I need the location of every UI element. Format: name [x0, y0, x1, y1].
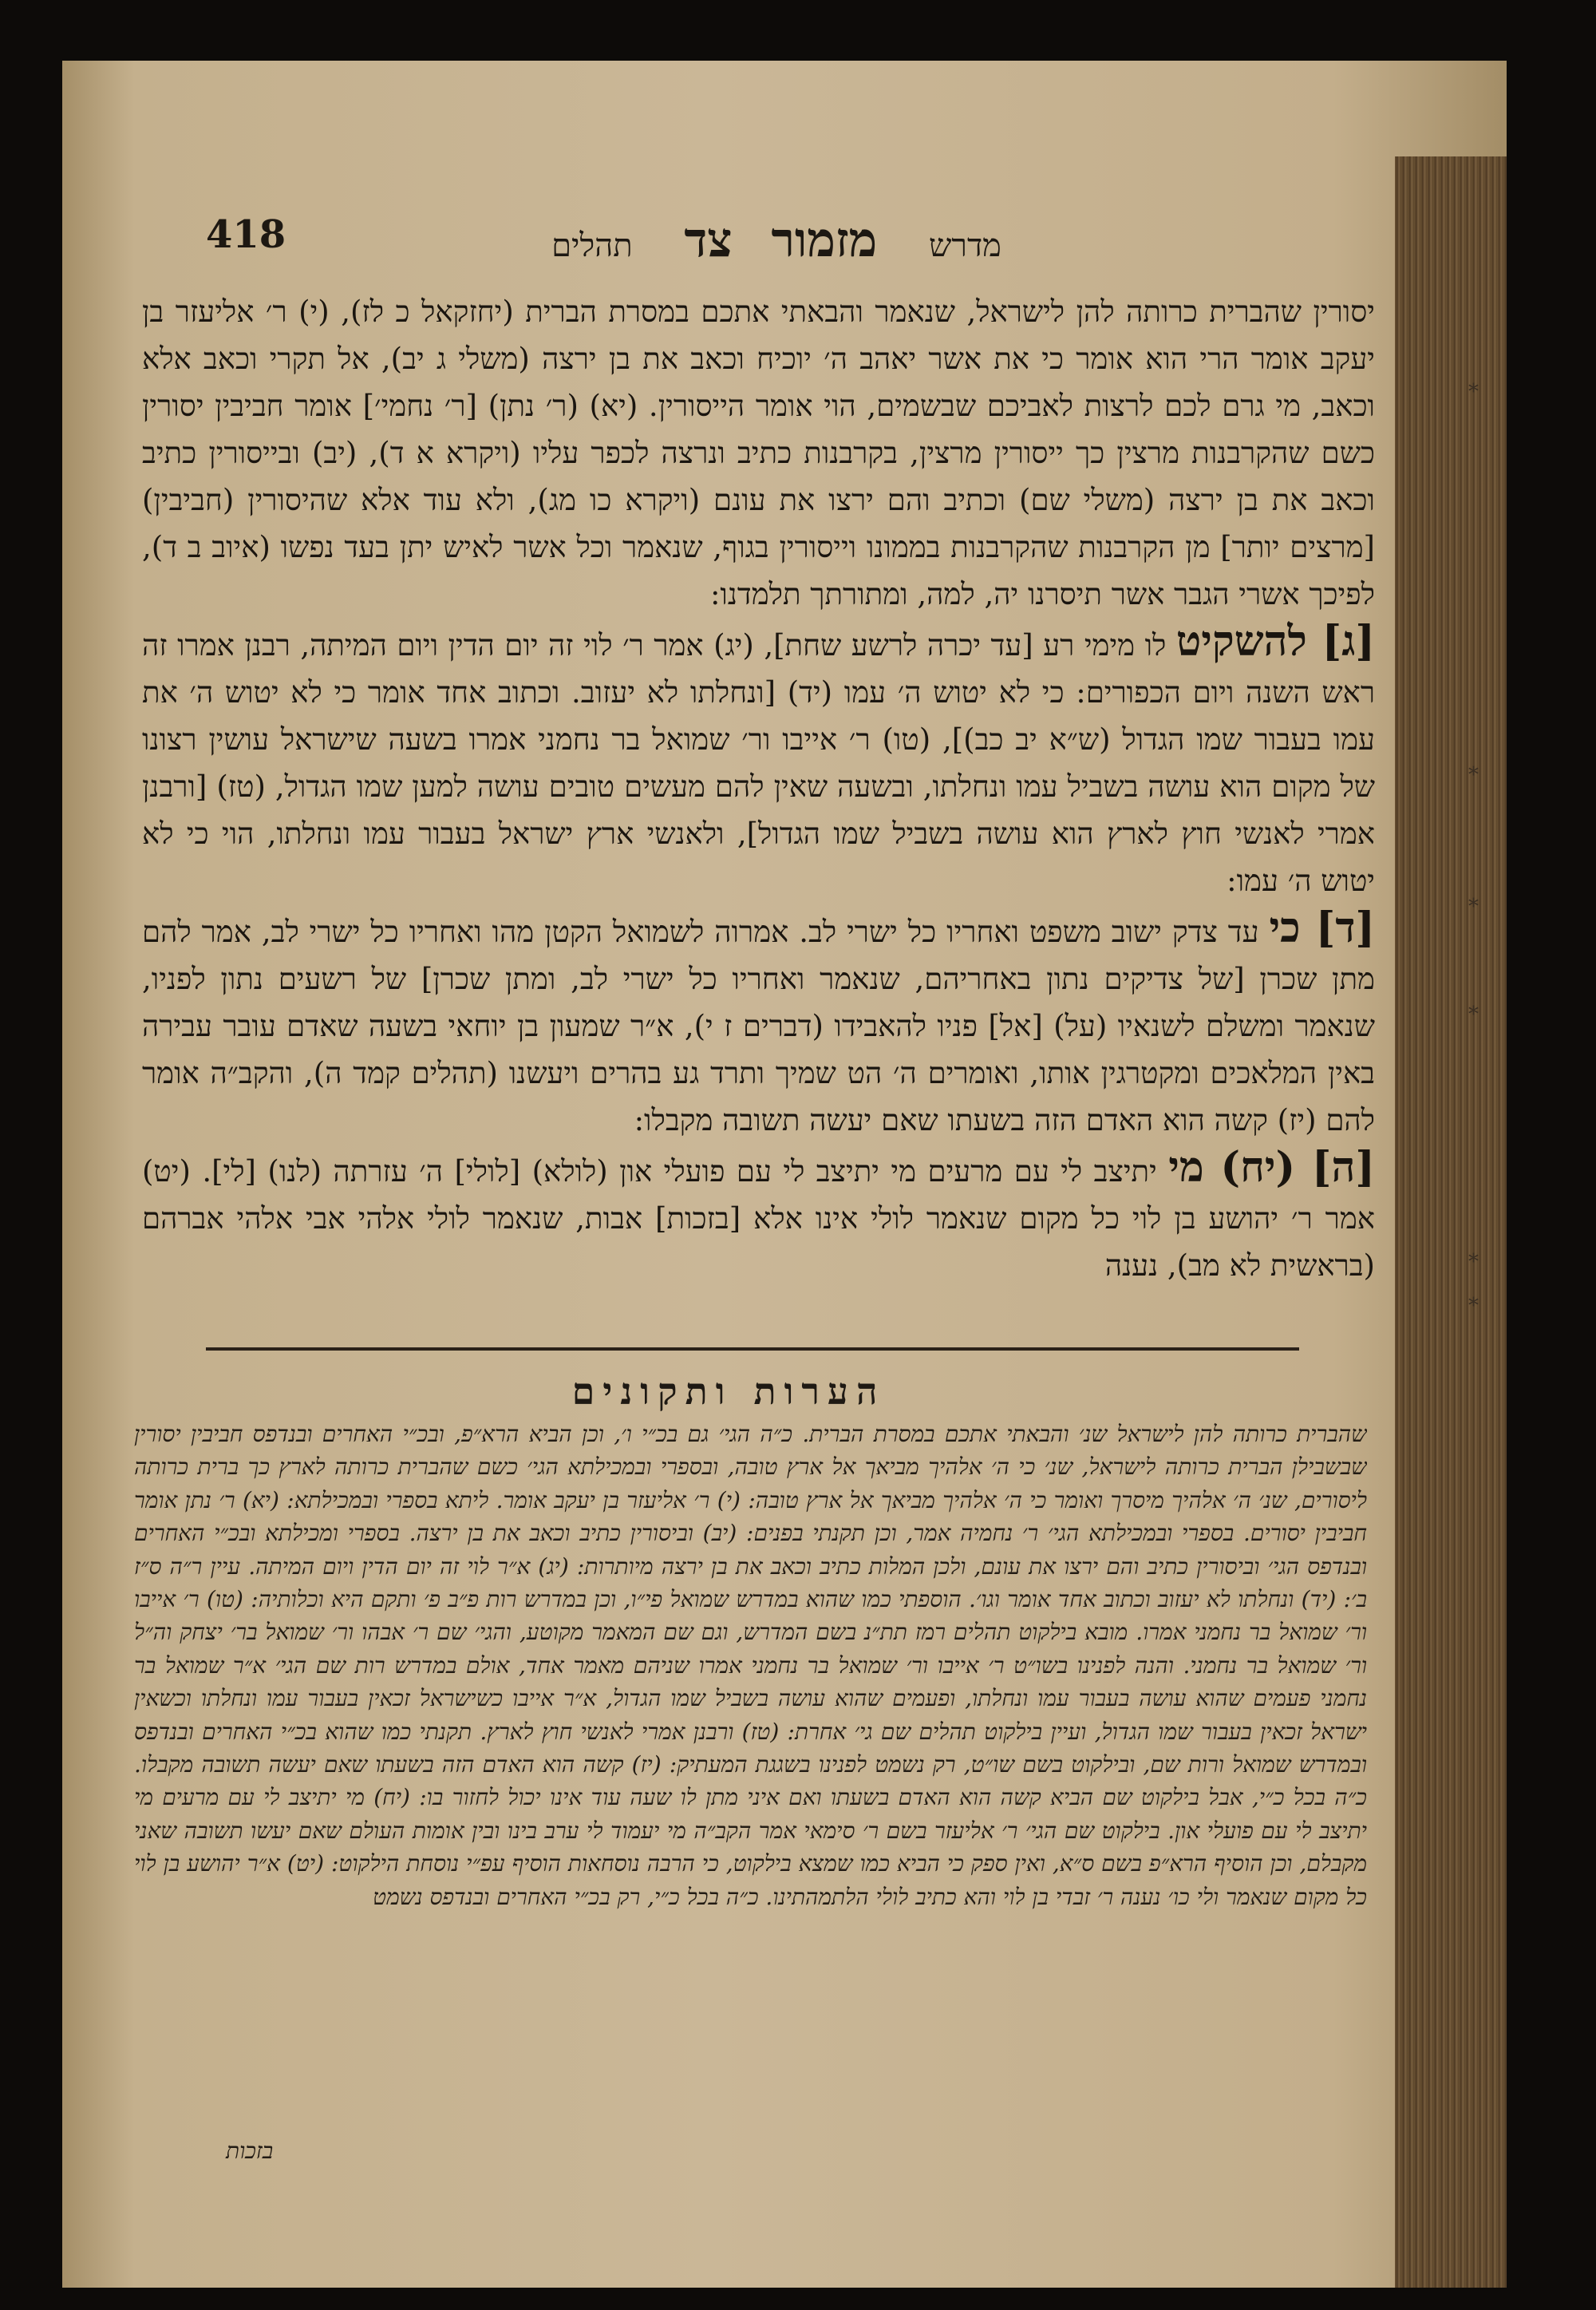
header-titles	[174, 212, 1379, 268]
margin-mark: *	[1468, 895, 1479, 919]
paragraph-1: יסורין שהברית כרותה להן לישראל, שנאמר והבאתי אתכם במסרת הברית (יחזקאל כ לז), (י) ר׳ אליעזר בן יעקב אומר הרי הוא אומר כי את אשר יאהב ה׳ יוכיח וכאב את בן ירצה (משלי ג יב), אל תקרי וכאב אלא וכאב, מי גרם לכם לרצות לאביכם שבשמים, הוי אומר הייסורין. (יא) (ר׳ נתן) [ר׳ נחמי׳] אומר חביבין יסורין כשם שהקרבנות מרצין כך ייסורין מרצין, בקרבנות כתיב ונרצה לכפר עליו (ויקרא א ד), (יב) ובייסורין כתיב וכאב את בן ירצה (משלי שם) וכתיב והם ירצו את עונם (ויקרא כו מג), ולא עוד אלא שהיסורין (חביבין) [מרצים יותר] מן הקרבנות שהקרבנות בממונו וייסורין בגוף, שנאמר וכל אשר לאיש יתן בעד נפשו (איוב ב ד), לפיכך אשרי הגבר אשר תיסרנו יה, למה, ומתורתך תלמדנו:	[142, 295, 1375, 611]
notes-end-word: בזכות	[226, 2138, 274, 2164]
paragraph-3-lead: [ד] כי	[1269, 904, 1375, 952]
margin-mark: *	[1468, 1294, 1479, 1318]
paragraph-2-text: לו מימי רע [עד יכרה לרשע שחת], (יג) אמר ר׳ לוי זה יום הדין ויום המיתה, רבנן אמרו זה ראש השנה ויום הכפורים: כי לא יטוש ה׳ עמו (יד) [ונחלתו לא יעזוב. וכתוב אחד אומר כי לא יטוש ה׳ את עמו בעבור שמו הגדול (ש״א יב כב)], (טו) ר׳ אייבו ור׳ שמואל בר נחמני אמרו בשעה שישראל עושין רצונו של מקום הוא עושה בשביל עמו ונחלתו, ובשעה שאין להם מעשים טובים עושה למען שמו הגדול, (טז) [ורבנן אמרי לאנשי חוץ לארץ הוא עושה בשביל שמו הגדול], ולאנשי ארץ ישראל בעבור עמו ונחלתו, הוי כי לא יטוש ה׳ עמו:	[142, 628, 1375, 898]
paragraph-4	[142, 1144, 1375, 1282]
header-book: תהלים	[551, 227, 633, 264]
page-number: 418	[206, 212, 286, 257]
margin-mark: *	[1468, 1003, 1479, 1026]
margin-mark: *	[1468, 1250, 1479, 1274]
book-page	[62, 61, 1507, 2288]
paragraph-3-text: עד צדק ישוב משפט ואחריו כל ישרי לב. אמרוה לשמואל הקטן מהו ואחריו כל ישרי לב, אמר להם מתן שכרן [של צדיקים נתון באחריהם, שנאמר ואחריו כל ישרי לב, ומתן שכרן] של רשעים נתון לפניו, שנאמר ומשלם לשנאיו (על) [אל] פניו להאבידו (דברים ז י), א״ר שמעון בן יוחאי בשעה שאדם עובר עבירה באין המלאכים ומקטרגין אותו, ואומרים ה׳ הט שמיך ותרד גע בהרים ויעשנו (תהלים קמד ה), והקב״ה אומר להם (יז) קשה הוא האדם הזה בשעתו שאם יעשה תשובה מקבלו:	[142, 915, 1375, 1137]
page-edge	[1395, 156, 1507, 2288]
header-psalm-title: מזמור צד	[684, 212, 878, 268]
notes-text: שהברית כרותה להן לישראל שנ׳ והבאתי אתכם במסרת הברית. כ״ה הגי׳ גם בכ״י ו׳, וכן הביא הרא״פ, ובכ״י האחרים ובנדפס חביבין יסורין שבשבילן הברית כרותה לישראל, שנ׳ כי ה׳ אלהיך מביאך אל ארץ טובה, ובספרי ובמכילתא הגי׳ כשם שהברית כרותה לארץ כך ברית כרותה ליסורים, שנ׳ ה׳ אלהיך מיסרך ואומר כי ה׳ אלהיך מביאך אל ארץ טובה: (י) ר׳ אליעזר בן יעקב אומר. ליתא בספרי ובמכילתא: (יא) ר׳ נתן אומר חביבין יסורים. בספרי ובמכילתא הגי׳ ר׳ נחמיה אמר, וכן תקנתי בפנים: (יב) וביסורין כתיב וכאב את בן ירצה. בספרי ומכילתא ובכ״י האחרים ובנדפס הגי׳ וביסורין כתיב והם ירצו את עונם, ולכן המלות כתיב וכאב את בן ירצה מיותרות: (יג) א״ר לוי זה יום הדין ויום המיתה. עיין ר״ה ס״ז ב׳: (יד) ונחלתו לא יעזוב וכתוב אחד אומר וגו׳. הוספתי כמו שהוא במדרש שמואל פי״ו, וכן במדרש רות פ״ב פ׳ ותקם היא וכלותיה: (טו) ר׳ אייבו ור׳ שמואל בר נחמני אמרו. מובא בילקוט תהלים רמז תת״נ בשם המדרש, וגם שם המאמר מקוטע, והגי׳ שם ר׳ אבהו ור׳ שמואל בר׳ יצחק וה״ל ור׳ שמואל בר נחמני. והנה לפנינו בשו״ט ר׳ אייבו ור׳ שמואל בר נחמני אמרו שניהם מאמר אחד, אולם במדרש רות שם הגי׳ א״ר שמואל בר נחמני פעמים שהוא עושה בעבור עמו ונחלתו, ופעמים שהוא עושה בשביל שמו הגדול, א״ר אייבו כשישראל זכאין בעבור עמו ונחלתו וכשאין ישראל זכאין בעבור שמו הגדול, ועיין בילקוט תהלים שם גי׳ אחרת: (טז) ורבנן אמרי לאנשי חוץ לארץ. תקנתי כמו שהוא בכ״י האחרים ובנדפס ובמדרש שמואל ורות שם, ובילקוט בשם שו״ט, רק נשמט לפנינו בשגגת המעתיק: (יז) קשה הוא האדם הזה בשעתו שאם יעשה תשובה מקבלו. כ״ה בכל כ״י, אבל בילקוט שם הביא קשה הוא האדם בשעתו ואם איני מתן לו שעה עוד אינו יכול לחזור בו: (יח) מי יתיצב לי עם מרעים מי יתיצב לי עם פועלי און. בילקוט שם הגי׳ ר׳ אליעזר בשם ר׳ סימאי אמר הקב״ה מי יעמוד לי ערב בינו ובין אומות העולם שאם יעשו תשובה שאני מקבלם, וכן הוסיף הרא״פ בשם ס״א, ואין ספק כי הביא כמו שמצא בילקוט, כי הרבה נוסחאות הוסיף עפ״י נוסחת הילקוט: (יט) א״ר יהושע בן לוי כל מקום שנאמר ולי כו׳ נענה ר׳ זבדי בן לוי והא כתיב לולי הלתמהתינו. כ״ה בכל כ״י, רק בכ״י האחרים ובנדפס נשמט	[134, 1421, 1367, 1910]
main-text	[142, 288, 1375, 1282]
notes-title: הערות ותקונים	[571, 1370, 886, 1413]
paragraph-3	[142, 904, 1375, 1144]
paragraph-4-lead: [ה] (יח) מי	[1168, 1143, 1375, 1192]
margin-mark: *	[1468, 380, 1479, 404]
paragraph-4-text: יתיצב לי עם מרעים מי יתיצב לי עם פועלי און (לולא) [לולי] ה׳ עזרתה (לנו) [לי]. (יט) אמר ר׳ יהושע בן לוי כל מקום שנאמר לולי אינו אלא [בזכות] אבות, שנאמר לולי אלהי אבי אלהי אברהם (בראשית לא מב), נענה	[142, 1154, 1375, 1282]
section-divider	[206, 1347, 1299, 1351]
running-header	[174, 212, 1379, 284]
paragraph-2-lead: [ג] להשקיט	[1175, 617, 1375, 666]
header-midrash: מדרש	[928, 227, 1001, 264]
margin-mark: *	[1468, 763, 1479, 787]
paragraph-2	[142, 618, 1375, 904]
